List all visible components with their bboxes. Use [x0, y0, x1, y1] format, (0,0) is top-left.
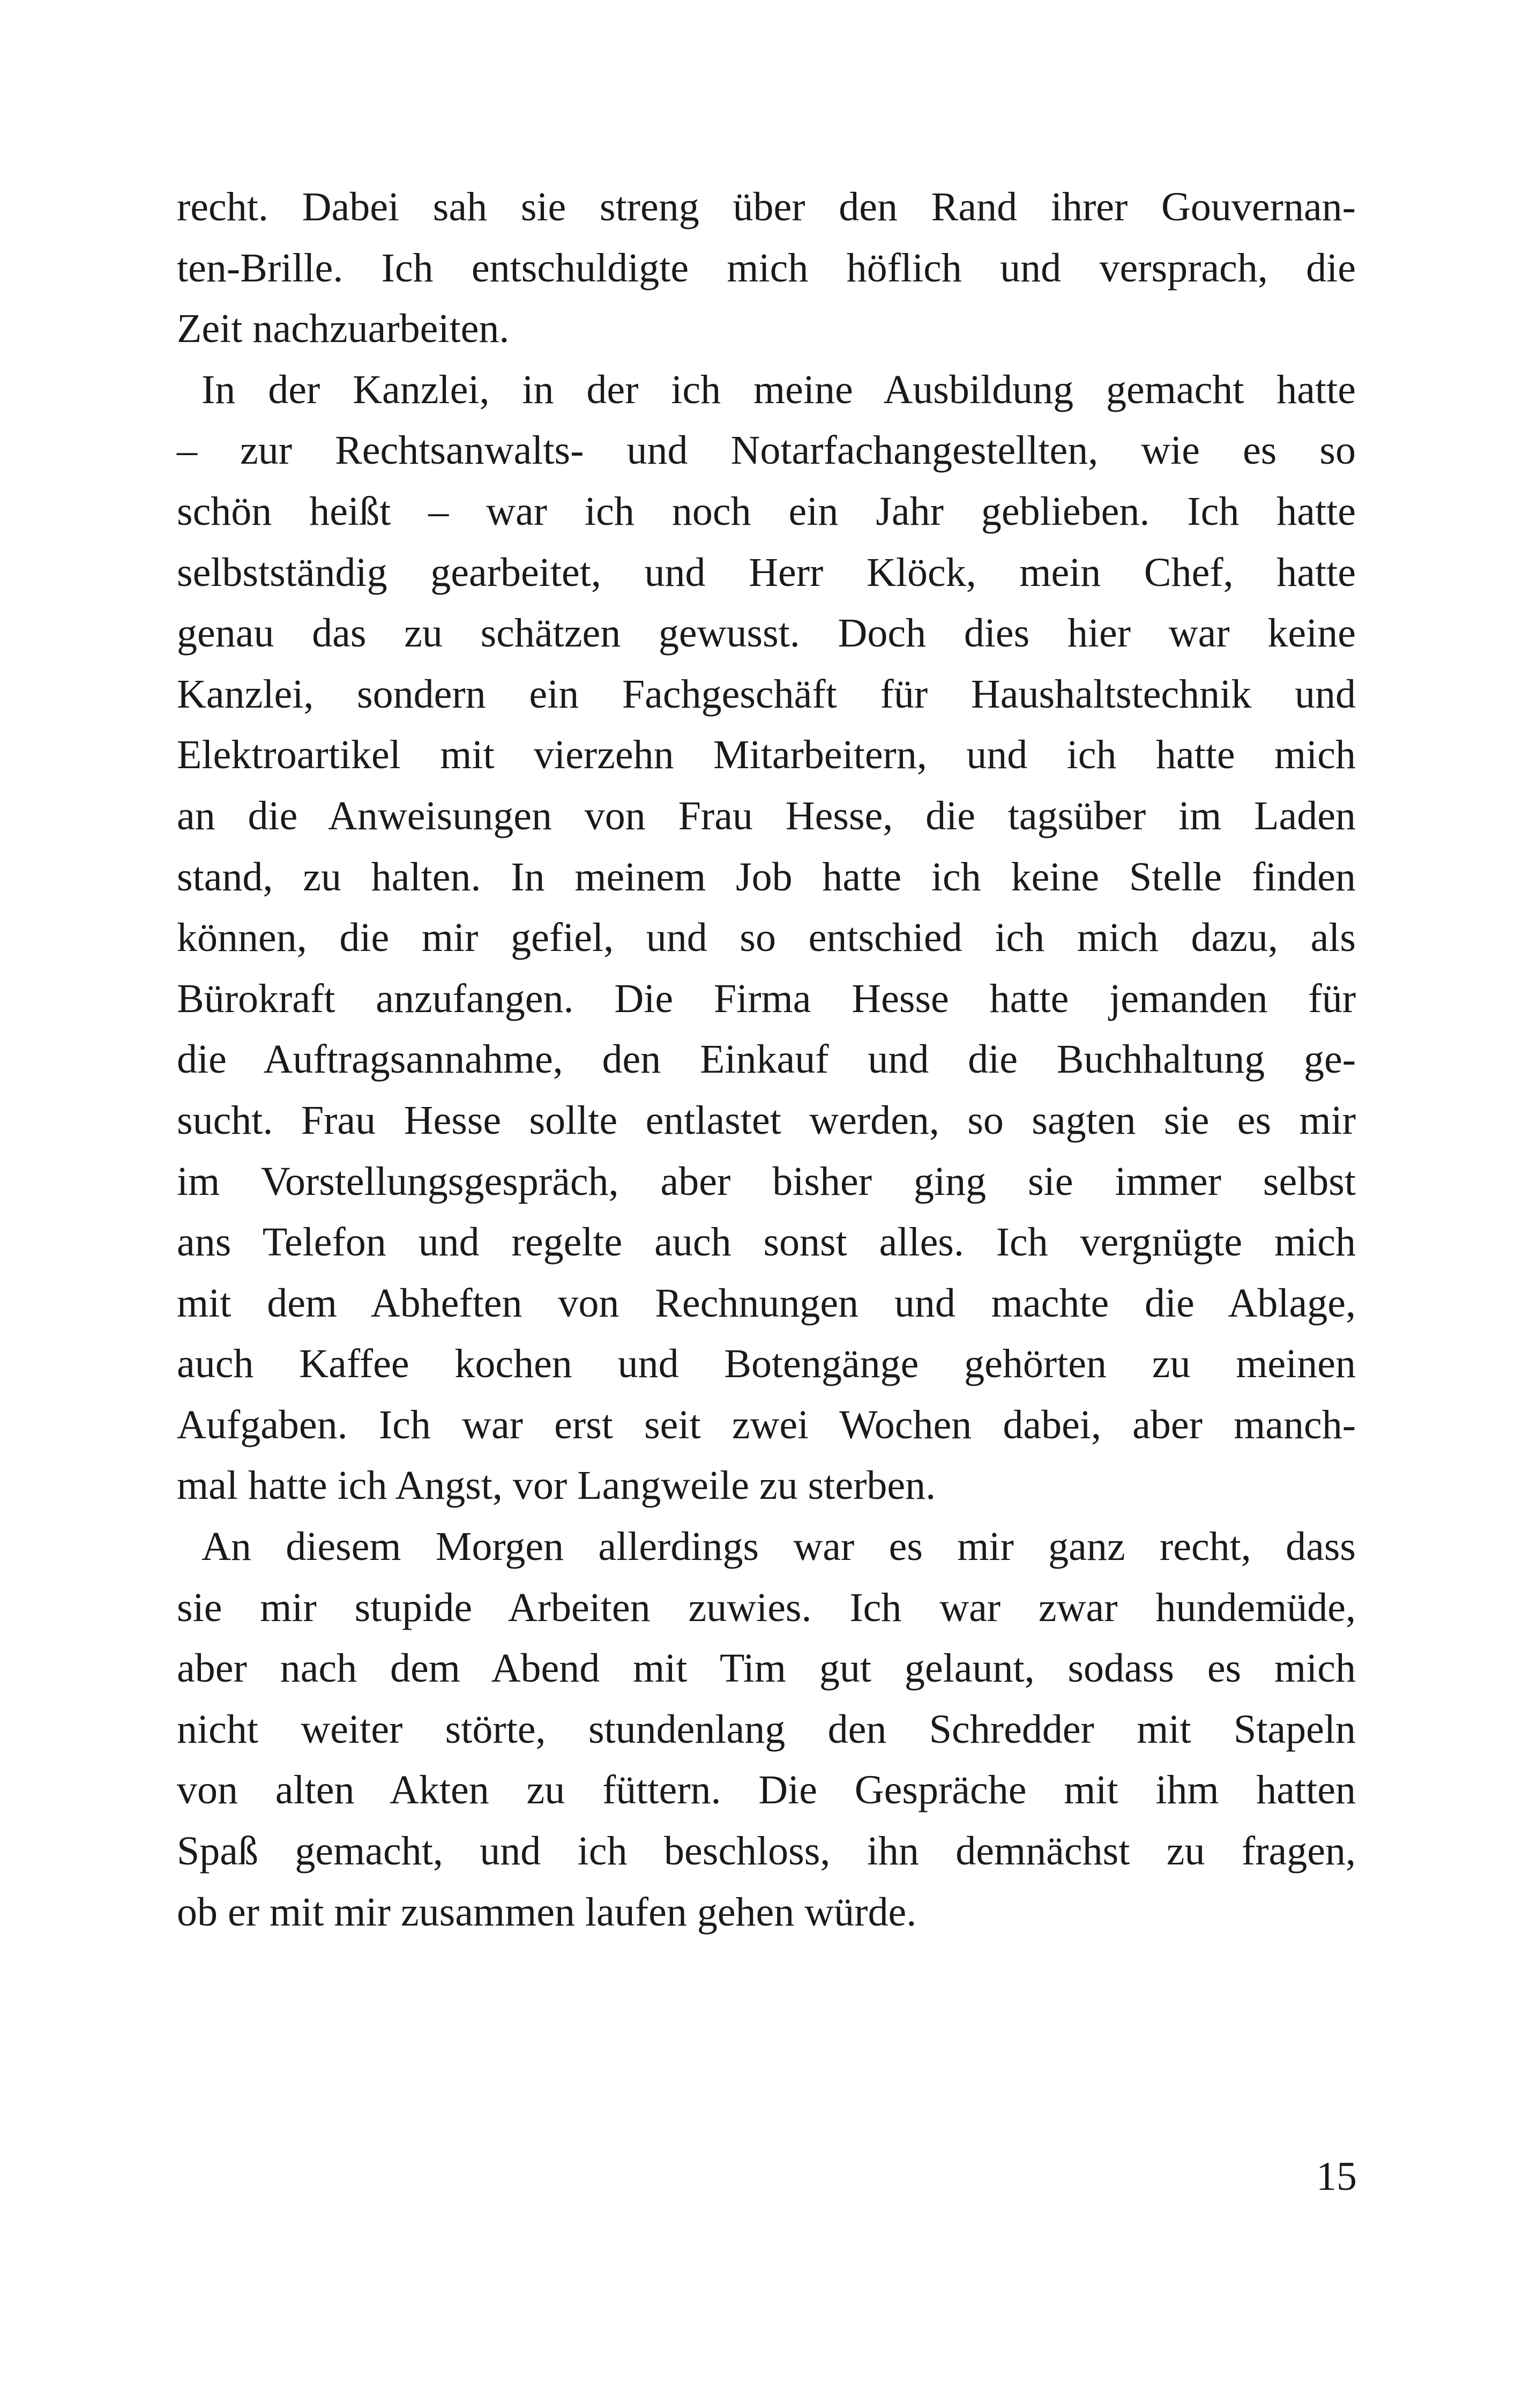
- text-line: Spaß gemacht, und ich beschloss, ihn demnächst zu fragen,: [177, 1829, 1356, 1874]
- body-text: [177, 177, 1356, 1943]
- text-line: sie mir stupide Arbeiten zuwies. Ich war zwar hundemüde,: [177, 1585, 1356, 1630]
- paragraph: [177, 360, 1356, 1517]
- text-line: an die Anweisungen von Frau Hesse, die tagsüber im Laden: [177, 793, 1356, 838]
- text-line: Kanzlei, sondern ein Fachgeschäft für Haushaltstechnik und: [177, 671, 1356, 717]
- page-number: 15: [1316, 2154, 1357, 2199]
- text-line: – zur Rechtsanwalts- und Notarfachangestellten, wie es so: [177, 428, 1356, 473]
- paragraph: [177, 1517, 1356, 1943]
- text-line: Bürokraft anzufangen. Die Firma Hesse hatte jemanden für: [177, 976, 1356, 1021]
- text-line: von alten Akten zu füttern. Die Gespräche mit ihm hatten: [177, 1767, 1356, 1813]
- text-line: im Vorstellungsgespräch, aber bisher ging sie immer selbst: [177, 1158, 1356, 1204]
- text-line: Zeit nachzuarbeiten.: [177, 306, 510, 352]
- text-line: sucht. Frau Hesse sollte entlastet werden, so sagten sie es mir: [177, 1097, 1356, 1143]
- text-line: mal hatte ich Angst, vor Langweile zu sterben.: [177, 1463, 936, 1508]
- text-line: Elektroartikel mit vierzehn Mitarbeitern, und ich hatte mich: [177, 732, 1356, 778]
- text-line: können, die mir gefiel, und so entschied ich mich dazu, als: [177, 915, 1356, 961]
- text-line: nicht weiter störte, stundenlang den Schredder mit Stapeln: [177, 1706, 1356, 1752]
- text-line: ten-Brille. Ich entschuldigte mich höflich und versprach, die: [177, 245, 1356, 291]
- text-line: auch Kaffee kochen und Botengänge gehörten zu meinen: [177, 1341, 1356, 1387]
- text-line: aber nach dem Abend mit Tim gut gelaunt, sodass es mich: [177, 1646, 1356, 1691]
- text-line: An diesem Morgen allerdings war es mir ganz recht, dass: [201, 1524, 1356, 1570]
- text-line: mit dem Abheften von Rechnungen und machte die Ablage,: [177, 1280, 1356, 1326]
- text-line: ob er mit mir zusammen laufen gehen würde.: [177, 1889, 917, 1935]
- text-line: die Auftragsannahme, den Einkauf und die Buchhaltung ge-: [177, 1037, 1356, 1082]
- text-line: Aufgaben. Ich war erst seit zwei Wochen dabei, aber manch-: [177, 1402, 1356, 1447]
- paragraph: [177, 177, 1356, 360]
- text-line: In der Kanzlei, in der ich meine Ausbildung gemacht hatte: [201, 367, 1356, 412]
- text-line: genau das zu schätzen gewusst. Doch dies hier war keine: [177, 611, 1356, 656]
- text-line: selbstständig gearbeitet, und Herr Klöck, mein Chef, hatte: [177, 549, 1356, 595]
- text-line: stand, zu halten. In meinem Job hatte ich keine Stelle finden: [177, 854, 1356, 900]
- text-line: ans Telefon und regelte auch sonst alles. Ich vergnügte mich: [177, 1220, 1356, 1265]
- text-line: recht. Dabei sah sie streng über den Rand ihrer Gouvernan-: [177, 184, 1356, 229]
- text-line: schön heißt – war ich noch ein Jahr geblieben. Ich hatte: [177, 488, 1356, 534]
